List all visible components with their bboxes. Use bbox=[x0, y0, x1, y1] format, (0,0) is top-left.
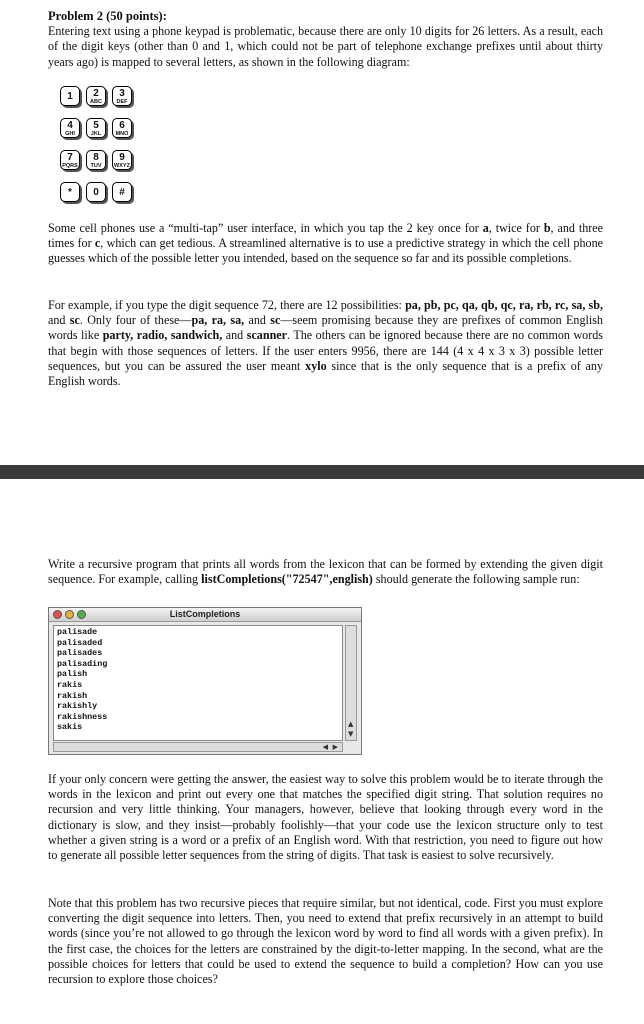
keypad-key-9 bbox=[112, 150, 132, 170]
key-digit: 2 bbox=[93, 88, 99, 99]
key-digit: 7 bbox=[67, 152, 73, 163]
window-title: ListCompletions bbox=[169, 609, 241, 619]
key-digit: * bbox=[68, 187, 72, 198]
example-paragraph: For example, if you type the digit sequence 72, there are 12 possibilities: pa, pb, pc, qa, qb, qc, ra, rb, rc, sa, sb, and sc. Only four of these—pa, ra, sa, and sc—seem promising because they are prefixes of common English words like party, radio, sandwich, and scanner. The others can be ignored because there are no common words that begin with those sequences of letters. If the user enters 9956, there are 144 (4 x 4 x 3 x 3) possible letter sequences, but you can be assured the user meant xylo since that is the only sequence that is a prefix of any English words. bbox=[48, 298, 604, 389]
output-line: palisade bbox=[57, 627, 98, 637]
keypad-key-2 bbox=[86, 86, 106, 106]
key-digit: 4 bbox=[67, 120, 73, 131]
keypad-key-8 bbox=[86, 150, 106, 170]
key-letters: WXYZ bbox=[114, 163, 130, 169]
scroll-up-icon[interactable]: ▲ bbox=[348, 720, 354, 728]
output-line: rakishly bbox=[57, 701, 98, 712]
key-letters: MNO bbox=[115, 131, 129, 137]
vertical-scrollbar[interactable] bbox=[345, 625, 357, 741]
horizontal-scrollbar[interactable] bbox=[53, 742, 343, 752]
output-line: rakish bbox=[57, 690, 88, 701]
problem-title: Problem 2 (50 points): bbox=[48, 9, 167, 23]
page-divider bbox=[0, 465, 644, 479]
multitap-paragraph: Some cell phones use a “multi-tap” user interface, in which you tap the 2 key once for a, twice for b, and three times for c, which can get tedious. A streamlined alternative is to use a predictive strategy in which the cell phone guesses which of the possible letter you intended, based on the sequence so far and its possible completions. bbox=[48, 221, 604, 266]
output-line: rakis bbox=[57, 679, 83, 690]
key-digit: 0 bbox=[93, 187, 99, 198]
keypad-key-hash bbox=[112, 182, 132, 202]
phone-keypad-diagram bbox=[58, 84, 158, 214]
key-digit: 8 bbox=[93, 152, 99, 163]
hint-paragraph: Note that this problem has two recursive pieces that require similar, but not identical, code. First you must explore converting the digit sequence into letters. Then, you need to extend that prefix recursively in an attempt to build words (since you’re not allowed to go through the lexicon word by word to find all words with a given prefix). In the first case, the choices for the letters are constrained by the digit-to-letter mapping. In the second, what are the possible choices for letters that could be used to extend the sequence to build a completion? How can you use recursion to explore those choices? bbox=[48, 896, 603, 987]
key-letters: DEF bbox=[116, 99, 128, 105]
scroll-down-icon[interactable]: ▼ bbox=[348, 730, 354, 738]
keypad-key-0 bbox=[86, 182, 106, 202]
key-letters: TUV bbox=[90, 163, 102, 169]
key-letters: GHI bbox=[65, 131, 75, 137]
key-letters: PQRS bbox=[62, 163, 78, 169]
window-titlebar bbox=[49, 608, 361, 622]
key-letters: ABC bbox=[90, 99, 102, 105]
keypad-key-5 bbox=[86, 118, 106, 138]
keypad-key-1 bbox=[60, 86, 80, 106]
key-digit: 1 bbox=[67, 91, 73, 102]
intro-paragraph: Entering text using a phone keypad is problematic, because there are only 10 digits for 26 letters. As a result, each of the digit keys (other than 0 and 1, which could not be part of telephone exchange prefixes until about thirty years ago) is mapped to several letters, as shown in the following diagram: bbox=[48, 24, 603, 69]
restriction-paragraph: If your only concern were getting the answer, the easiest way to solve this problem would be to iterate through the words in the lexicon and print out every one that matches the specified digit string. That solution requires no recursion and very little thinking. Your managers, however, believe that looking through every word in the dictionary is slow, and they insist—probably foolishly—that your code use the lexicon structure only to test whether a given string is a word or a prefix of an English word. With that restriction, you need to figure out how to generate all possible letter sequences from the string of digits. That task is easiest to solve recursively. bbox=[48, 772, 603, 863]
key-digit: # bbox=[119, 187, 125, 198]
key-digit: 9 bbox=[119, 152, 125, 163]
output-line: palisaded bbox=[57, 637, 103, 648]
keypad-key-3 bbox=[112, 86, 132, 106]
key-digit: 6 bbox=[119, 120, 125, 131]
output-line: rakishness bbox=[57, 711, 108, 722]
sample-run-window bbox=[48, 607, 362, 755]
task-paragraph: Write a recursive program that prints all words from the lexicon that can be formed by extending the given digit sequence. For example, calling listCompletions("72547",english) should generate the following sample run: bbox=[48, 557, 603, 587]
output-line: palish bbox=[57, 669, 88, 680]
key-digit: 5 bbox=[93, 120, 99, 131]
keypad-key-4 bbox=[60, 118, 80, 138]
console-output bbox=[53, 625, 343, 741]
output-line: palisades bbox=[57, 648, 103, 659]
scroll-left-icon[interactable]: ◀ bbox=[322, 743, 328, 751]
key-digit: 3 bbox=[119, 88, 125, 99]
output-line: sakis bbox=[57, 722, 83, 733]
output-line: palisading bbox=[57, 658, 108, 669]
scroll-right-icon[interactable]: ▶ bbox=[332, 743, 338, 751]
key-letters: JKL bbox=[90, 131, 102, 137]
problem-header bbox=[48, 9, 603, 70]
keypad-key-star bbox=[60, 182, 80, 202]
keypad-key-7 bbox=[60, 150, 80, 170]
keypad-key-6 bbox=[112, 118, 132, 138]
